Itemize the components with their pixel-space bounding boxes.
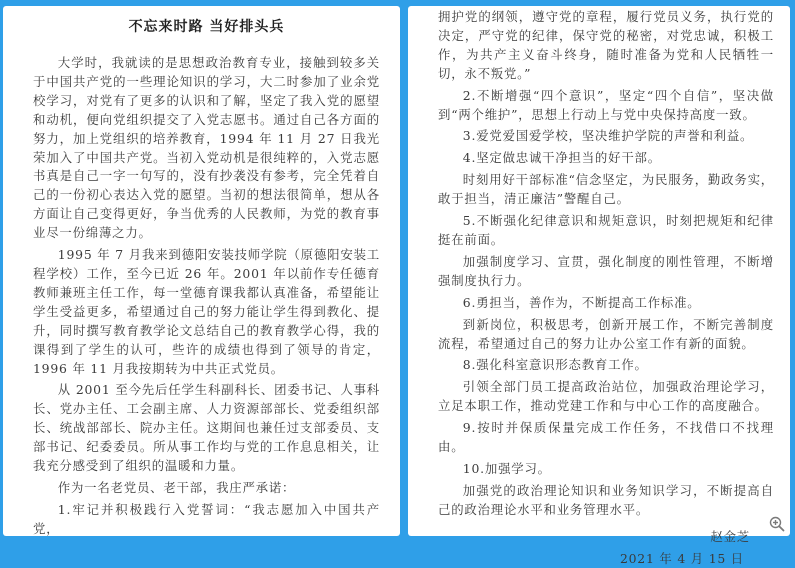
paragraph: 加强党的政治理论知识和业务知识学习，不断提高自己的政治理论水平和业务管理水平。 [438,482,774,517]
paragraph: 引领全部门员工提高政治站位，加强政治理论学习，立足本职工作，推动党建工作和与中心工作的高度融合。 [438,379,774,414]
paragraph: 1.牢记并积极践行入党誓词：“我志愿加入中国共产党， [33,501,380,536]
zoom-in-icon[interactable] [769,516,785,532]
date: 2021 年 4 月 15 日 [619,550,744,566]
paragraph: 4.坚定做忠诚干净担当的好干部。 [462,150,661,166]
paragraph: 作为一名老党员、老干部，我庄严承诺： [57,479,296,495]
paragraph: 1995 年 7 月我来到德阳安装技师学院（原德阳安装工程学校）工作，至今已近 26 年。2001 年以前作专任德育教师兼班主任工作，每一堂德育课我都认真准备，希望能让学生受益更多，希望通过自己的努力能让学生得到教化、提升，同时撰写教育教学论文总结自己的教育教学心得，我的课得到了学生的认可，些许的成绩也得到了领导的肯定，1996 年 11 月我按期转为中共正式党员。 [33,247,380,376]
article-title: 不忘来时路 当好排头兵 [128,19,285,35]
paragraph: 8.强化科室意识形态教育工作。 [462,357,648,373]
paragraph: 9.按时并保质保量完成工作任务，不找借口不找理由。 [438,420,774,455]
paragraph: 时刻用好干部标准“信念坚定，为民服务，勤政务实，敢于担当，清正廉洁”警醒自己。 [438,172,774,207]
paragraph: 从 2001 至今先后任学生科副科长、团委书记、人事科长、党办主任、工会副主席、人力资源部部长、党委组织部长、统战部部长、院办主任。这期间也兼任过支部委员、支部书记、纪委委员。所从事工作均与党的工作息息相关，让我充分感受到了组织的温暖和力量。 [33,382,380,474]
paragraph: 2.不断增强“四个意识”，坚定“四个自信”，坚决做到“两个维护”，思想上行动上与党中央保持高度一致。 [438,87,774,122]
paragraph: 6.勇担当，善作为，不断提高工作标准。 [462,294,701,310]
signature: 赵金芝 [710,528,750,544]
document-page-left [3,6,400,536]
paragraph: 10.加强学习。 [462,460,551,476]
paragraph: 加强制度学习、宣贯，强化制度的刚性管理，不断增强制度执行力。 [438,253,774,288]
paragraph: 到新岗位，积极思考，创新开展工作，不断完善制度流程，希望通过自己的努力让办公室工作有新的面貌。 [438,316,774,351]
document-page-right [408,6,790,566]
paragraph: 拥护党的纲领，遵守党的章程，履行党员义务，执行党的决定，严守党的纪律，保守党的秘密，对党忠诚，积极工作，为共产主义奋斗终身，随时准备为党和人民牺牲一切，永不叛党。” [438,9,774,81]
paragraph: 3.爱党爱国爱学校，坚决维护学院的声誉和利益。 [462,128,754,144]
paragraph: 5.不断强化纪律意识和规矩意识，时刻把规矩和纪律挺在前面。 [438,213,774,247]
paragraph: 大学时，我就读的是思想政治教育专业，接触到较多关于中国共产党的一些理论知识的学习，大二时参加了业余党校学习，对党有了更多的认识和了解，坚定了我入党的愿望和动机，便向党组织提交了入党志愿书。通过自己各方面的努力，加上党组织的培养教育，1994 年 11 月 27 日我光荣加入了中国共产党。当初入党动机是很纯粹的，入党志愿书真是自己一字一句写的，没有抄袭没有参考，完全凭着自己的一份初心表达入党的愿望。当初的想法很简单，想从各方面让自己变得更好，争当优秀的人民教师，为党的教育事业尽一份绵薄之力。 [33,55,380,241]
